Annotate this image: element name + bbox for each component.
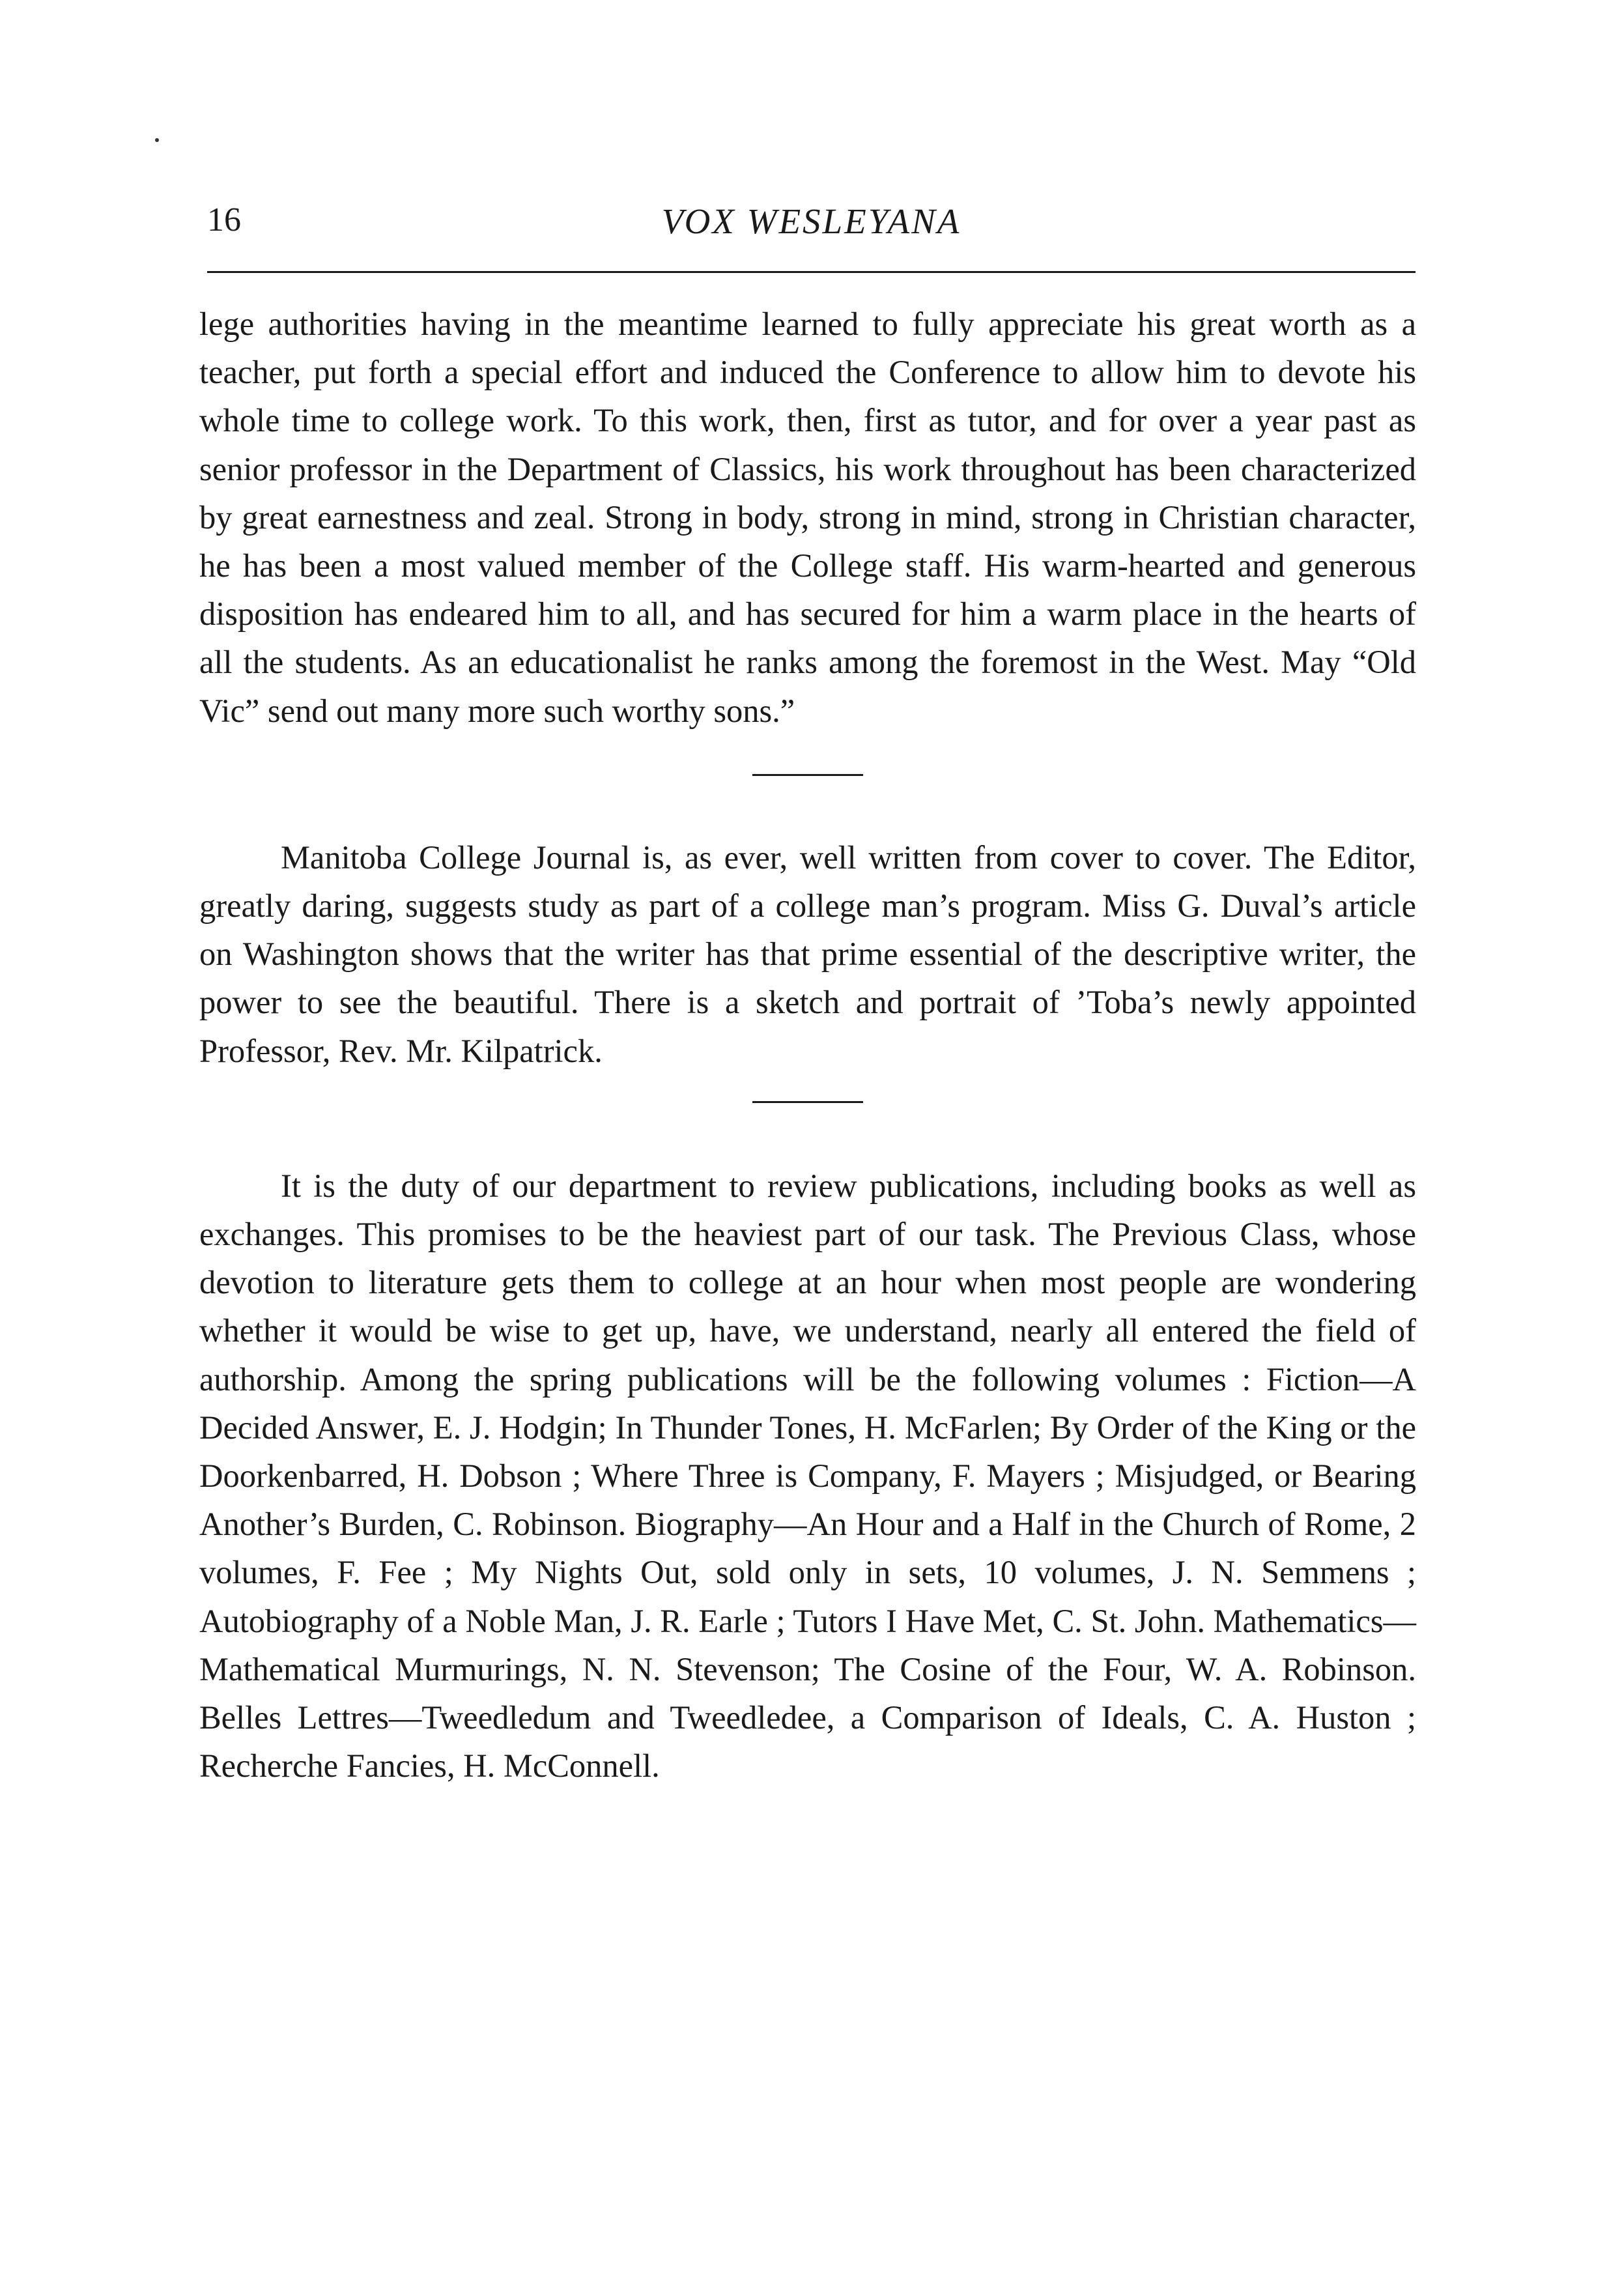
paragraph-manitoba-journal: Manitoba College Journal is, as ever, well written from cover to cover. The Editor, greatly daring, suggests study as part of a college man’s program. Miss G. Duval’s article on Washington shows that the writer has that prime essential of the descriptive writer, the power to see the beautiful. There is a sketch and portrait of ’Toba’s newly appointed Professor, Rev. Mr. Kilpatrick. (199, 839, 1416, 1069)
paragraph-continued: lege authorities having in the meantime learned to fully appreciate his great worth as a teacher, put forth a special effort and induced the Conference to allow him to devote his whole time to college work. To this work, then, first as tutor, and for over a year past as senior professor in the Department of Classics, his work throughout has been characterized by great earnestness and zeal. Strong in body, strong in mind, strong in Christian character, he has been a most valued member of the College staff. His warm-hearted and generous disposition has endeared him to all, and has secured for him a warm place in the hearts of all the students. As an educationalist he ranks among the foremost in the West. May “Old Vic” send out many more such worthy sons.” (199, 306, 1416, 729)
section-separator (752, 774, 863, 776)
page-number: 16 (207, 201, 241, 238)
body-text (199, 300, 1416, 1790)
paragraph-publications: It is the duty of our department to review publications, including books as well as exchanges. This promises to be the heaviest part of our task. The Previous Class, whose devotion to literature gets them to college at an hour when most people are wondering whether it would be wise to get up, have, we understand, nearly all entered the field of authorship. Among the spring publications will be the following volumes : Fiction—A Decided Answer, E. J. Hodgin; In Thunder Tones, H. McFarlen; By Order of the King or the Doorkenbarred, H. Dobson ; Where Three is Company, F. Mayers ; Misjudged, or Bearing Another’s Burden, C. Robinson. Biography—An Hour and a Half in the Church of Rome, 2 volumes, F. Fee ; My Nights Out, sold only in sets, 10 volumes, J. N. Semmens ; Autobiography of a Noble Man, J. R. Earle ; Tutors I Have Met, C. St. John. Mathematics—Mathematical Murmurings, N. N. Stevenson; The Cosine of the Four, W. A. Robinson. Belles Lettres—Tweedledum and Tweedledee, a Comparison of Ideals, C. A. Huston ; Recherche Fancies, H. McConnell. (199, 1167, 1416, 1785)
journal-title: VOX WESLEYANA (661, 201, 961, 241)
header-rule (207, 271, 1416, 273)
section-separator (752, 1101, 863, 1103)
print-speck (155, 138, 159, 142)
running-head (207, 195, 1416, 254)
